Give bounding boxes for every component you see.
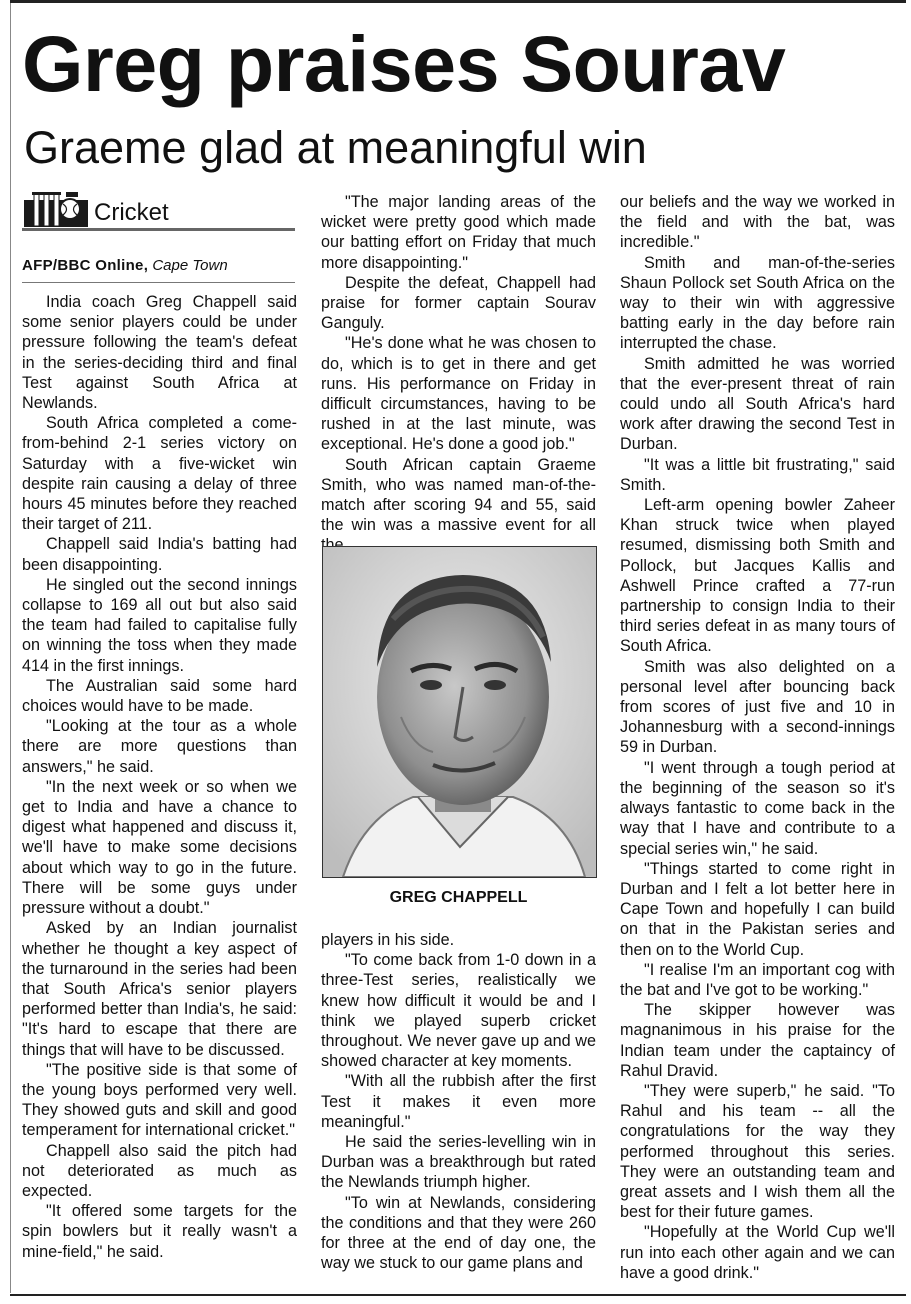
cricket-stumps-ball-icon	[22, 190, 90, 228]
bottom-rule	[10, 1294, 906, 1296]
paragraph: "He's done what he was chosen to do, which is to get in there and get runs. His performance on Friday in difficult circumstances, having to be rushed in at the last minute, was exceptional. He's done a good job."	[321, 334, 596, 454]
paragraph: The skipper however was magnanimous in his praise for the Indian team under the captaincy of Rahul Dravid.	[620, 1001, 895, 1080]
paragraph: He said the series-levelling win in Durban was a breakthrough but rated the Newlands triumph higher.	[321, 1133, 596, 1192]
left-rule	[10, 3, 11, 1293]
top-rule	[10, 0, 906, 3]
paragraph: "To come back from 1-0 down in a three-Test series, realistically we knew how difficult it would be and I think we played superb cricket throughout. We never gave up and we showed character at key moments.	[321, 951, 596, 1071]
column-2-top	[321, 192, 596, 556]
paragraph: South Africa completed a come-from-behind 2-1 series victory on Saturday with a five-wicket win despite rain causing a delay of three hours 45 minutes before they reached their target of 211.	[22, 414, 297, 534]
paragraph: "To win at Newlands, considering the conditions and that they were 260 for three at the end of day one, the way we stuck to our game plans and	[321, 1193, 596, 1273]
section-rule	[22, 228, 295, 231]
paragraph: "The major landing areas of the wicket were pretty good which made our batting effort on Friday that much more disappointing."	[321, 193, 596, 272]
paragraph: "Things started to come right in Durban and I felt a lot better here in Cape Town and hopefully I can build on that in the Pakistan series and then on to the World Cup.	[620, 859, 895, 959]
paragraph: "I realise I'm an important cog with the bat and I've got to be working."	[620, 960, 895, 999]
photo-caption: GREG CHAPPELL	[389, 889, 528, 906]
byline-location: Cape Town	[152, 257, 228, 274]
column-2-bottom	[321, 930, 596, 1273]
paragraph: The Australian said some hard choices would have to be made.	[22, 676, 297, 716]
paragraph: Chappell also said the pitch had not deteriorated as much as expected.	[22, 1141, 297, 1200]
headline: Greg praises Sourav	[22, 19, 786, 108]
paragraph: "It was a little bit frustrating," said Smith.	[620, 455, 895, 494]
paragraph-continuation: our beliefs and the way we worked in the field and with the bat, was incredible."	[620, 193, 895, 252]
column-1	[22, 292, 297, 1262]
byline-rule	[22, 282, 295, 283]
paragraph: South African captain Graeme Smith, who was named man-of-the-match after scoring 94 and 55, said the win was a massive event for all	[321, 455, 596, 535]
paragraph: "Hopefully at the World Cup we'll run into each other again and we can have a good drink."	[620, 1223, 895, 1282]
paragraph-continuation: players in his side.	[321, 931, 455, 949]
paragraph: "It offered some targets for the spin bowlers but it really wasn't a mine-field," he said.	[22, 1202, 297, 1261]
byline	[22, 256, 295, 276]
paragraph: Chappell said India's batting had been disappointing.	[22, 535, 297, 574]
paragraph: He singled out the second innings collapse to 169 all out but also said the team had failed to capitalise fully on winning the toss when they made 414 in the first innings.	[22, 575, 297, 675]
column-3	[620, 192, 895, 1283]
paragraph: Left-arm opening bowler Zaheer Khan struck twice when played resumed, dismissing both Smith and Pollock, but Jacques Kallis and Ashwell Prince crafted a 77-run partnership to consign India to their third series defeat in as many tours of South Africa.	[620, 496, 895, 656]
byline-source: AFP/BBC Online,	[22, 257, 149, 274]
paragraph: "They were superb," he said. "To Rahul and his team -- all the congratulations for the way they performed throughout this series. They were an outstanding team and great assets and I wish them all the best for their future games.	[620, 1081, 895, 1222]
paragraph: Smith admitted he was worried that the ever-present threat of rain could undo all South Africa's hard work after drawing the second Test in Durban.	[620, 354, 895, 454]
paragraph: "Looking at the tour as a whole there are more questions than answers," he said.	[22, 717, 297, 776]
paragraph: Despite the defeat, Chappell had praise for former captain Sourav Ganguly.	[321, 273, 596, 333]
paragraph: "In the next week or so when we get to India and have a chance to digest what happened and discuss it, we'll have to make some decisions about which way to go in the future. There will be some guys under pressure without a doubt."	[22, 777, 297, 918]
paragraph: Smith was also delighted on a personal level after bouncing back from scores of just five and 10 in Johannesburg with a second-innings 59 in Durban.	[620, 657, 895, 757]
paragraph: "With all the rubbish after the first Test it makes it even more meaningful."	[321, 1072, 596, 1131]
paragraph: India coach Greg Chappell said some senior players could be under pressure following the team's defeat in the series-deciding third and final Test against South Africa at Newlands.	[22, 293, 297, 413]
paragraph: "I went through a tough period at the beginning of the season so it's always fantastic to come back in the way that I have and contribute to a special series win," he said.	[620, 758, 895, 858]
section-label: Cricket	[94, 199, 169, 226]
greg-chappell-photo	[322, 546, 597, 878]
subheadline: Graeme glad at meaningful win	[24, 122, 647, 173]
paragraph: Smith and man-of-the-series Shaun Pollock set South Africa on the way to their win with aggressive batting early in the day before rain interrupted the chase.	[620, 253, 895, 353]
paragraph: "The positive side is that some of the young boys performed very well. They showed guts and skill and good temperament for international cricket."	[22, 1060, 297, 1140]
section-header	[22, 188, 295, 234]
paragraph: Asked by an Indian journalist whether he thought a key aspect of the turnaround in the series had been that South Africa's senior players performed better than India's, he said: "It's hard to escape that there are things that will have to be discussed.	[22, 919, 297, 1059]
